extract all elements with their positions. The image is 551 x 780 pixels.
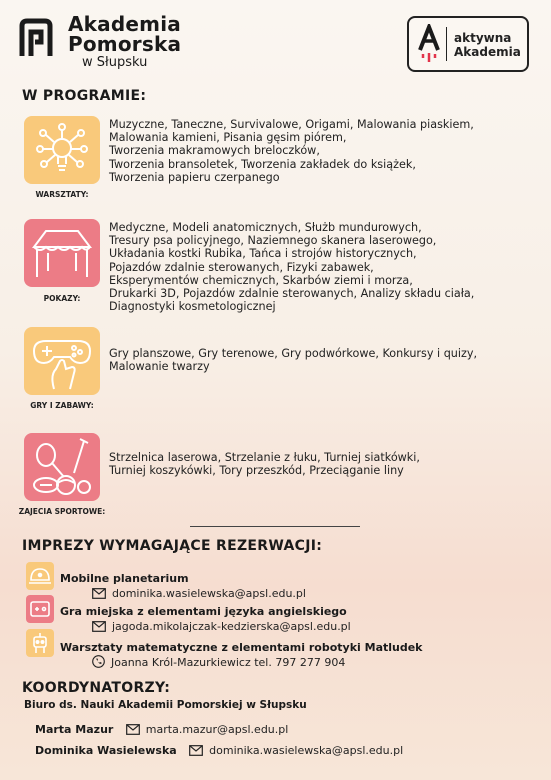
logo-line-3: w Słupsku bbox=[82, 55, 148, 70]
shows-line: Drukarki 3D, Pojazdów zdalnie sterowanych, Analizy składu ciała, bbox=[109, 287, 475, 301]
mail-icon bbox=[189, 745, 203, 756]
shows-line: Medyczne, Modeli anatomicznych, Służb mundurowych, bbox=[109, 221, 422, 234]
coordinator-name: Marta Mazur bbox=[35, 723, 114, 736]
coordinator-email[interactable] bbox=[189, 744, 403, 757]
shows-line: Tresury psa policyjnego, Naziemnego skanera laserowego, bbox=[109, 234, 437, 248]
workshops-icon bbox=[24, 116, 100, 184]
coordinator-email-text[interactable]: dominika.wasielewska@apsl.edu.pl bbox=[209, 744, 404, 757]
reservation-contact-planetarium[interactable] bbox=[92, 587, 306, 600]
shows-line: Diagnostyki kosmetologicznej bbox=[109, 300, 276, 314]
logo-line-2: Pomorska bbox=[68, 32, 182, 56]
shows-line: Pojazdów zdalnie sterowanych, Fizyki zabawek, bbox=[109, 260, 374, 274]
planetarium-icon bbox=[26, 562, 54, 590]
workshops-label: WARSZTATY: bbox=[35, 190, 89, 199]
reservations-heading: IMPREZY WYMAGAJĄCE REZERWACJI: bbox=[22, 538, 323, 554]
badge-line-1: aktywna bbox=[454, 31, 512, 45]
coordinator-email-text[interactable]: marta.mazur@apsl.edu.pl bbox=[145, 723, 289, 736]
coordinators-org: Biuro ds. Nauki Akademii Pomorskiej w Słupsku bbox=[24, 699, 307, 711]
badge-divider bbox=[446, 27, 447, 61]
shows-line: Układania kostki Rubika, Tańca i strojów historycznych, bbox=[109, 247, 417, 261]
divider bbox=[190, 526, 360, 527]
robotics-icon bbox=[26, 629, 54, 657]
sports-label: ZAJECIA SPORTOWE: bbox=[18, 507, 106, 516]
coordinators-heading: KOORDYNATORZY: bbox=[22, 680, 171, 696]
reservation-contact-city-game[interactable] bbox=[92, 620, 351, 633]
city-game-icon bbox=[26, 595, 54, 623]
badge-text bbox=[454, 31, 521, 59]
phone-icon bbox=[92, 655, 105, 668]
reservation-contact-robotics[interactable] bbox=[92, 655, 345, 669]
games-line: Gry planszowe, Gry terenowe, Gry podwórkowe, Konkursy i quizy, bbox=[109, 347, 478, 360]
reservation-title-robotics: Warsztaty matematyczne z elementami robotyki Matludek bbox=[60, 641, 423, 654]
shows-line: Eksperymentów chemicznych, Skarbów ziemi i morza, bbox=[109, 273, 413, 287]
shows-description bbox=[109, 221, 529, 313]
aktywna-akademia-badge bbox=[407, 16, 529, 72]
sports-description bbox=[109, 451, 529, 477]
games-line: Malowanie twarzy bbox=[109, 360, 210, 374]
games-description bbox=[109, 347, 529, 373]
mail-icon bbox=[92, 621, 106, 632]
coordinator-row bbox=[35, 720, 288, 738]
contact-phone[interactable]: Joanna Król-Mazurkiewicz tel. 797 277 904 bbox=[111, 656, 346, 669]
workshops-line: Tworzenia papieru czerpanego bbox=[109, 170, 280, 184]
shows-icon bbox=[24, 219, 100, 287]
games-icon bbox=[24, 327, 100, 395]
contact-email[interactable]: jagoda.mikolajczak-kedzierska@apsl.edu.pl bbox=[112, 620, 351, 633]
workshops-line: Tworzenia makramowych breloczków, bbox=[109, 144, 320, 158]
reservation-title-city-game: Gra miejska z elementami języka angielskiego bbox=[60, 605, 347, 618]
sports-icon bbox=[24, 433, 100, 501]
workshops-description bbox=[109, 118, 529, 184]
reservation-title-planetarium: Mobilne planetarium bbox=[60, 572, 189, 585]
coordinator-name: Dominika Wasielewska bbox=[35, 744, 177, 757]
coordinator-row bbox=[35, 741, 403, 759]
workshops-line: Muzyczne, Taneczne, Survivalowe, Origami, Malowania piaskiem, bbox=[109, 118, 474, 131]
mail-icon bbox=[92, 588, 106, 599]
sports-line: Turniej koszykówki, Tory przeszkód, Przeciąganie liny bbox=[109, 464, 404, 478]
workshops-line: Malowania kamieni, Pisania gęsim piórem, bbox=[109, 131, 347, 145]
program-heading: W PROGRAMIE: bbox=[22, 88, 147, 104]
university-name bbox=[68, 14, 181, 69]
games-label: GRY I ZABAWY: bbox=[30, 401, 94, 410]
akademia-pomorska-logo-icon bbox=[18, 18, 54, 58]
sports-line: Strzelnica laserowa, Strzelanie z łuku, Turniej siatkówki, bbox=[109, 451, 420, 464]
workshops-line: Tworzenia bransoletek, Tworzenia zakładek do książek, bbox=[109, 157, 416, 171]
mail-icon bbox=[126, 724, 140, 735]
shows-label: POKAZY: bbox=[43, 294, 81, 303]
badge-line-2: Akademia bbox=[454, 45, 521, 59]
aktywna-akademia-logo-icon bbox=[417, 24, 441, 64]
coordinator-email[interactable] bbox=[126, 723, 289, 736]
logo-line-1: Akademia bbox=[68, 12, 181, 36]
contact-email[interactable]: dominika.wasielewska@apsl.edu.pl bbox=[112, 587, 306, 600]
